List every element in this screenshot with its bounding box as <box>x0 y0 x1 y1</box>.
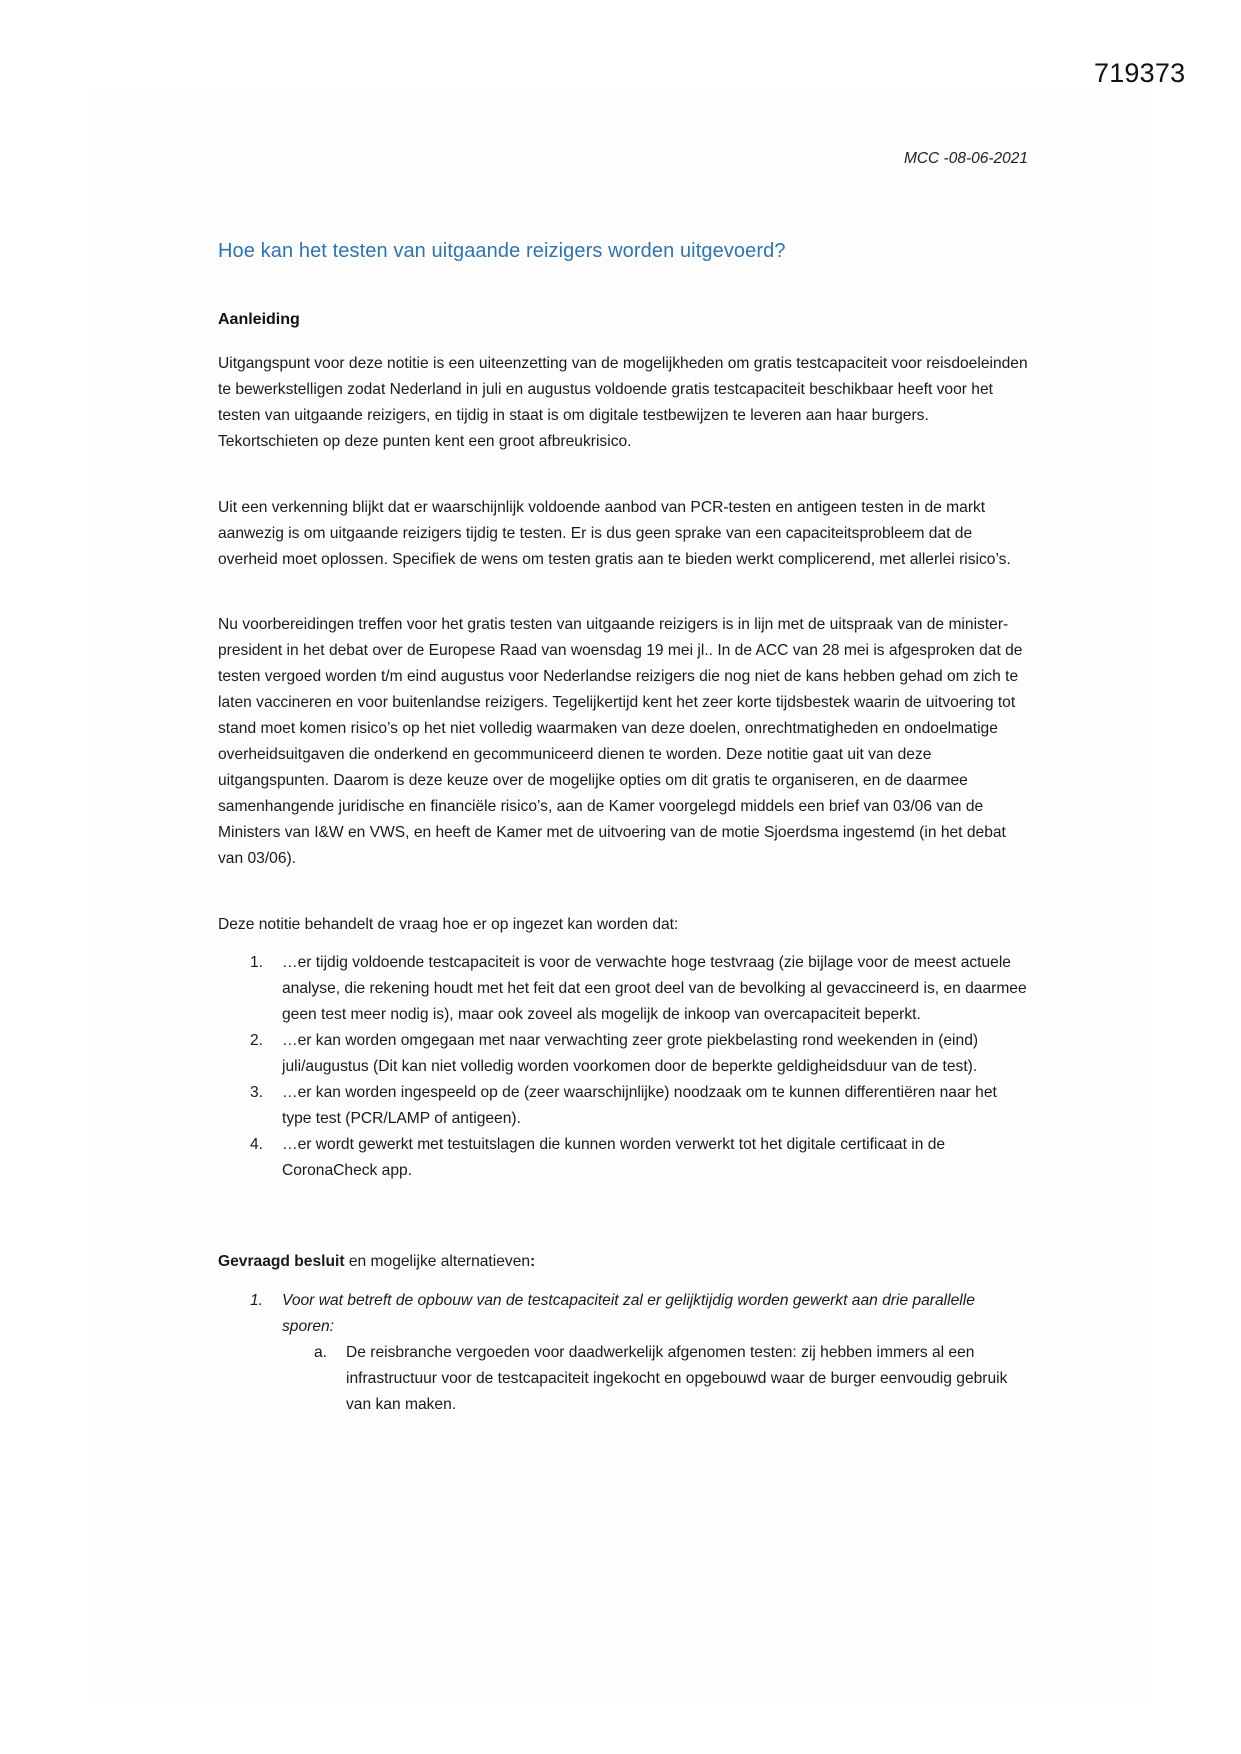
paragraph-vraag-intro: Deze notitie behandelt de vraag hoe er op ingezet kan worden dat: <box>218 916 679 933</box>
date-line: MCC -08-06-2021 <box>903 150 1028 167</box>
decision-heading-colon: : <box>530 1253 536 1270</box>
decision-heading-bold: Gevraagd besluit <box>218 1253 345 1270</box>
decision-sub-item <box>282 1340 1030 1418</box>
section-heading-aanleiding: Aanleiding <box>218 311 300 328</box>
document-number: 719373 <box>1094 58 1186 88</box>
list-number: 1. <box>250 1292 264 1309</box>
list-number: 4. <box>250 1136 264 1153</box>
list-item-text: …er kan worden ingespeeld op de (zeer waarschijnlijke) noodzaak om te kunnen differentiëren naar het type test (PCR/LAMP of antigeen). <box>282 1084 997 1127</box>
document-title: Hoe kan het testen van uitgaande reizigers worden uitgevoerd? <box>218 240 786 262</box>
decision-sub-item-text: De reisbranche vergoeden voor daadwerkelijk afgenomen testen: zij hebben immers al een infrastructuur voor de testcapaciteit ingekocht en opgebouwd waar de burger eenvoudig gebruik van kan maken. <box>346 1344 1008 1413</box>
list-number: 1. <box>250 954 264 971</box>
document-page <box>88 90 1152 1702</box>
decision-item <box>218 1288 1030 1418</box>
question-list <box>218 950 1030 1184</box>
list-item-text: …er wordt gewerkt met testuitslagen die kunnen worden verwerkt tot het digitale certificaat in de CoronaCheck app. <box>282 1136 946 1179</box>
sub-list-letter: a. <box>314 1344 328 1361</box>
paragraph-voorbereidingen: Nu voorbereidingen treffen voor het gratis testen van uitgaande reizigers is in lijn met de uitspraak van de minister-president in het debat over de Europese Raad van woensdag 19 mei jl.. In de ACC van 28 mei is afgesproken dat de testen vergoed worden t/m eind augustus voor Nederlandse reizigers die nog niet de kans hebben gehad om zich te laten vaccineren en voor buitenlandse reizigers. Tegelijkertijd kent het zeer korte tijdsbestek waarin de uitvoering tot stand moet komen risico’s op het niet volledig waarmaken van deze doelen, onrechtmatigheden en ondoelmatige overheidsuitgaven die onderkend en gecommuniceerd dienen te worden. Deze notitie gaat uit van deze uitgangspunten. Daarom is deze keuze over de mogelijke opties om dit gratis te organiseren, en de daarmee samenhangende juridische en financiële risico’s, aan de Kamer voorgelegd middels een brief van 03/06 van de Ministers van I&W en VWS, en heeft de Kamer met de uitvoering van de motie Sjoerdsma ingestemd (in het debat van 03/06). <box>218 616 1023 867</box>
list-item <box>218 1028 1030 1080</box>
list-number: 3. <box>250 1084 264 1101</box>
list-item-text: …er kan worden omgegaan met naar verwachting zeer grote piekbelasting rond weekenden in (eind) juli/augustus (Dit kan niet volledig worden voorkomen door de beperkte geldigheidsduur van de test). <box>282 1032 979 1075</box>
list-number: 2. <box>250 1032 264 1049</box>
paragraph-uitgangspunt: Uitgangspunt voor deze notitie is een uiteenzetting van de mogelijkheden om gratis testcapaciteit voor reisdoeleinden te bewerkstelligen zodat Nederland in juli en augustus voldoende gratis testcapaciteit beschikbaar heeft voor het testen van uitgaande reizigers, en tijdig in staat is om digitale testbewijzen te leveren aan haar burgers. Tekortschieten op deze punten kent een groot afbreukrisico. <box>218 355 1028 450</box>
decision-heading <box>218 1249 535 1275</box>
decision-item-text: Voor wat betreft de opbouw van de testcapaciteit zal er gelijktijdig worden gewerkt aan drie parallelle sporen: <box>282 1292 975 1335</box>
decision-sub-list <box>282 1340 1030 1418</box>
list-item <box>218 1080 1030 1132</box>
list-item <box>218 1132 1030 1184</box>
list-item-text: …er tijdig voldoende testcapaciteit is voor de verwachte hoge testvraag (zie bijlage voor de meest actuele analyse, die rekening houdt met het feit dat een groot deel van de bevolking al gevaccineerd is, en daarmee geen test meer nodig is), maar ook zoveel als mogelijk de inkoop van overcapaciteit beperkt. <box>282 954 1027 1023</box>
decision-list <box>218 1288 1030 1418</box>
list-item <box>218 950 1030 1028</box>
decision-heading-rest: en mogelijke alternatieven <box>344 1253 531 1270</box>
paragraph-verkenning: Uit een verkenning blijkt dat er waarschijnlijk voldoende aanbod van PCR-testen en antigeen testen in de markt aanwezig is om uitgaande reizigers tijdig te testen. Er is dus geen sprake van een capaciteitsprobleem dat de overheid moet oplossen. Specifiek de wens om testen gratis aan te bieden werkt complicerend, met allerlei risico’s. <box>218 499 1011 568</box>
